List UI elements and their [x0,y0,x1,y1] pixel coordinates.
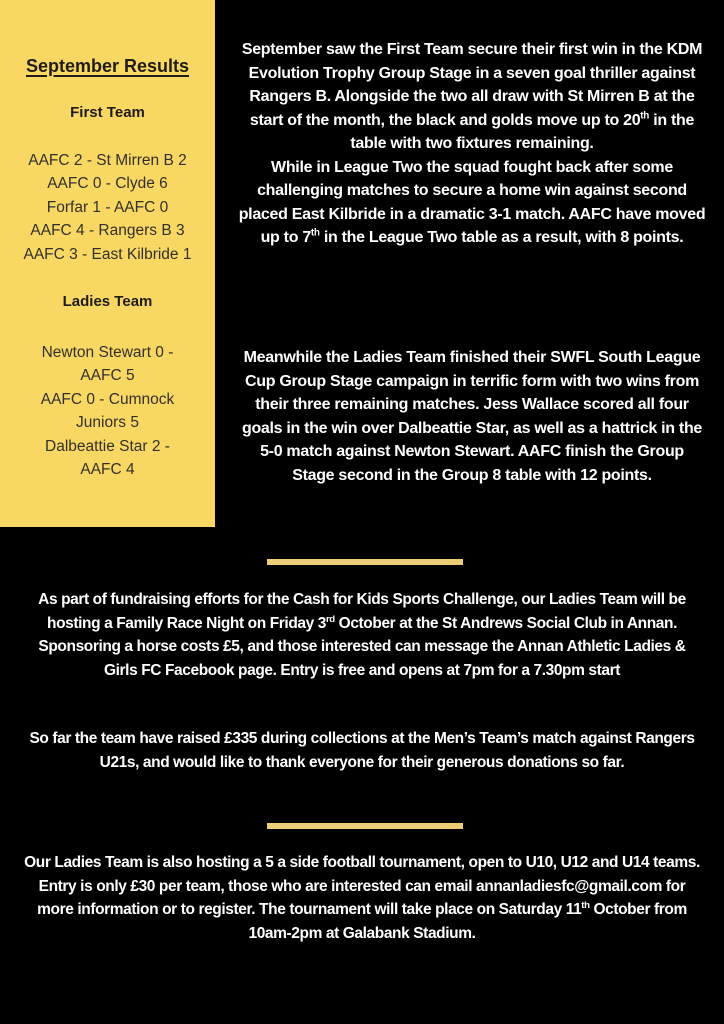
result-line: Forfar 1 - AAFC 0 [46,198,169,216]
fundraising-total-section [20,727,704,774]
result-line: Newton Stewart 0 - [41,344,174,362]
tournament-paragraph: Our Ladies Team is also hosting a 5 a side football tournament, open to U10, U12 and U14 teams. Entry is only £30 per team, those who are interested can email annanladiesfc@gmail.com for more information or to register. The tournament will take place on Saturday 11th October from 10am-2pm at Galabank Stadium. [24,854,700,942]
result-line: AAFC 0 - Clyde 6 [47,175,168,193]
tournament-section [20,851,704,945]
first-team-report [237,38,707,250]
result-line: AAFC 4 [80,461,135,479]
result-line: Juniors 5 [76,414,139,432]
result-line: AAFC 5 [80,367,135,385]
result-line: AAFC 4 - Rangers B 3 [30,222,185,240]
league-paragraph: While in League Two the squad fought back after some challenging matches to secure a home win against second placed East Kilbride in a dramatic 3-1 match. AAFC have moved up to 7th in the League Two table as a result, with 8 points. [238,158,706,246]
trophy-paragraph: September saw the First Team secure their first win in the KDM Evolution Trophy Group Stage in a seven goal thriller against Rangers B. Alongside the two all draw with St Mirren B at the start of the month, the black and golds move up to 20th in the table with two fixtures remaining. [241,41,703,152]
first-team-heading: First Team [70,104,145,121]
race-night-paragraph: As part of fundraising efforts for the Cash for Kids Sports Challenge, our Ladies Team will be hosting a Family Race Night on Friday 3rd October at the St Andrews Social Club in Annan. Sponsoring a horse costs £5, and those interested can message the Annan Athletic Ladies & Girls FC Facebook page. Entry is free and opens at 7pm for a 7.30pm start [38,591,686,679]
ladies-paragraph: Meanwhile the Ladies Team finished their SWFL South League Cup Group Stage campaign in terrific form with two wins from their three remaining matches. Jess Wallace scored all four goals in the win over Dalbeattie Star, as well as a hattrick in the 5-0 match against Newton Stewart. AAFC finish the Group Stage second in the Group 8 table with 12 points. [241,349,703,484]
result-line: Dalbeattie Star 2 - [45,437,170,455]
result-line: AAFC 2 - St Mirren B 2 [28,152,187,169]
ladies-team-results [0,341,215,481]
race-night-section [20,588,704,682]
result-line: AAFC 3 - East Kilbride 1 [23,245,192,263]
section-divider [267,823,463,829]
section-divider [267,559,463,565]
result-line: AAFC 0 - Cumnock [40,390,175,408]
ladies-team-report [237,346,707,487]
results-sidebar [0,0,215,527]
first-team-results [0,149,215,266]
sidebar-title: September Results [25,56,190,76]
fundraising-paragraph: So far the team have raised £335 during collections at the Men’s Team’s match against Rangers U21s, and would like to thank everyone for their generous donations so far. [29,730,695,771]
ladies-team-heading: Ladies Team [62,293,153,311]
